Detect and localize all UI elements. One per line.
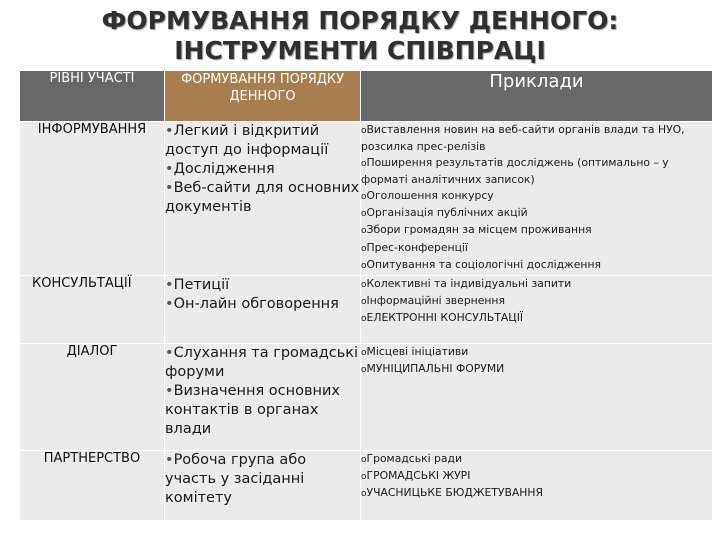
circle-bullet-icon: o [361, 243, 367, 254]
bullet-icon: • [165, 180, 174, 196]
list-item: oГромадські ради [361, 451, 462, 465]
tools-cell [165, 275, 361, 343]
circle-bullet-icon: o [361, 226, 367, 237]
title-line-1: ФОРМУВАННЯ ПОРЯДКУ ДЕННОГО: [101, 6, 619, 35]
participation-table [19, 70, 713, 521]
page-title [0, 6, 720, 66]
circle-bullet-icon: o [361, 209, 367, 220]
bullet-icon: • [165, 382, 174, 399]
header-examples: Приклади [361, 71, 713, 122]
list-item: •Дослідження [165, 161, 275, 177]
examples-cell [361, 450, 713, 520]
circle-bullet-icon: o [361, 454, 367, 465]
list-item: •Робоча група або участь у засіданні комітету [165, 451, 307, 506]
circle-bullet-icon: o [361, 314, 367, 325]
circle-bullet-icon: o [361, 489, 367, 500]
circle-bullet-icon: o [361, 261, 367, 272]
circle-bullet-icon: o [361, 158, 367, 169]
list-item: •Петиції [165, 276, 230, 293]
title-line-2: ІНСТРУМЕНТИ СПІВПРАЦІ [174, 36, 546, 65]
circle-bullet-icon: o [361, 191, 367, 202]
list-item: oПоширення результатів досліджень (оптимально – у форматі аналітичних записок) [361, 155, 669, 187]
list-item: oІнформаційні звернення [361, 294, 505, 308]
bullet-icon: • [165, 344, 174, 361]
list-item: oГРОМАДСЬКІ ЖУРІ [361, 469, 471, 483]
list-item: oУЧАСНИЦЬКЕ БЮДЖЕТУВАННЯ [361, 486, 543, 500]
list-item: oОпитування та соціологічні дослідження [361, 258, 602, 272]
list-item: oКолективні та індивідуальні запити [361, 276, 572, 290]
list-item: oВиставлення новин на веб-сайти органів влади та НУО, розсилка прес-релізів [361, 123, 685, 154]
list-item: oПрес-конференції [361, 240, 468, 254]
table-row [20, 343, 713, 450]
examples-cell [361, 343, 713, 450]
list-item: oЕЛЕКТРОННІ КОНСУЛЬТАЦІЇ [361, 311, 524, 325]
tools-cell [165, 343, 361, 450]
circle-bullet-icon: o [361, 297, 367, 308]
level-cell: ПАРТНЕРСТВО [20, 450, 165, 520]
level-cell: ДІАЛОГ [20, 343, 165, 450]
list-item: •Веб-сайти для основних документів [165, 180, 360, 215]
list-item: oЗбори громадян за місцем проживання [361, 223, 592, 237]
level-cell: ІНФОРМУВАННЯ [20, 122, 165, 276]
table-row [20, 122, 713, 276]
header-levels: РІВНІ УЧАСТІ [20, 71, 165, 122]
examples-cell [361, 122, 713, 276]
bullet-icon: • [165, 276, 174, 293]
list-item: oОголошення конкурсу [361, 188, 494, 202]
list-item: •Он-лайн обговорення [165, 295, 339, 312]
bullet-icon: • [165, 295, 174, 312]
header-row [20, 71, 713, 122]
bullet-icon: • [165, 161, 174, 177]
list-item: •Слухання та громадські форуми [165, 344, 359, 380]
circle-bullet-icon: o [361, 365, 367, 376]
circle-bullet-icon: o [361, 347, 367, 358]
tools-cell [165, 122, 361, 276]
list-item: oОрганізація публічних акцій [361, 206, 528, 220]
header-agenda: ФОРМУВАННЯ ПОРЯДКУ ДЕННОГО [165, 71, 361, 122]
list-item: •Визначення основних контактів в органах влади [165, 382, 341, 437]
bullet-icon: • [165, 451, 174, 468]
circle-bullet-icon: o [361, 472, 367, 483]
circle-bullet-icon: o [361, 126, 367, 136]
bullet-icon: • [165, 123, 174, 139]
list-item: oМісцеві ініціативи [361, 344, 469, 358]
table-row [20, 450, 713, 520]
list-item: •Легкий і відкритий доступ до інформації [165, 123, 329, 158]
table-row [20, 275, 713, 343]
examples-cell [361, 275, 713, 343]
circle-bullet-icon: o [361, 279, 367, 290]
level-cell: КОНСУЛЬТАЦІЇ [20, 275, 165, 343]
tools-cell [165, 450, 361, 520]
list-item: oМУНІЦИПАЛЬНІ ФОРУМИ [361, 362, 505, 376]
